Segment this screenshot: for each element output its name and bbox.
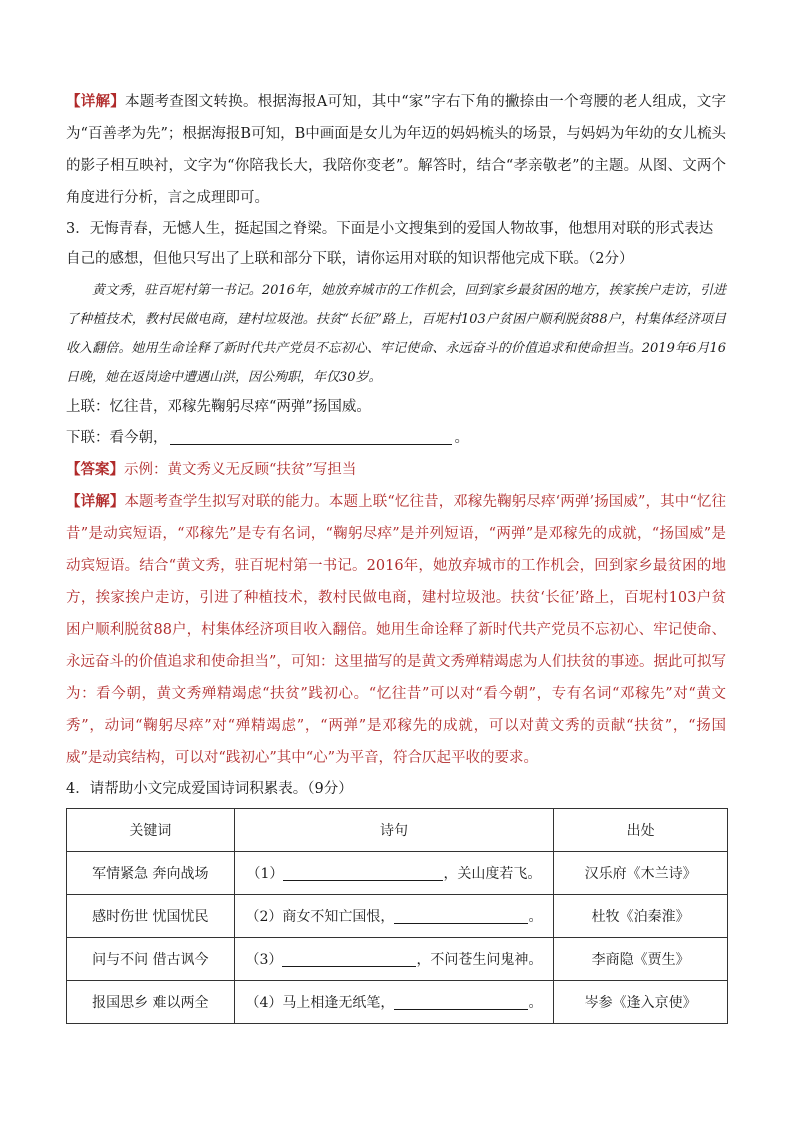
column-header-verse: 诗句 [234,809,554,852]
source-cell: 李商隐《贾生》 [554,938,728,981]
couplet-lower-line [66,423,726,454]
verse-cell [234,981,554,1024]
couplet-answer-blank[interactable] [170,426,452,445]
answer-tag: 【答案】 [66,461,124,478]
couplet-upper-line: 上联：忆往昔，邓稼先鞠躬尽瘁“两弹”扬国威。 [66,399,371,415]
column-header-source: 出处 [554,809,728,852]
verse-answer-blank[interactable] [394,907,528,924]
verse-prefix: （1） [246,866,284,882]
table-row [67,852,728,895]
verse-answer-blank[interactable] [283,864,443,881]
detail-text: 本题考查学生拟写对联的能力。本题上联“忆往昔，邓稼先鞠躬尽瘁‘两弹’扬国威”，其中“忆往昔”是动宾短语，“邓稼先”是专有名词，“鞠躬尽瘁”是并列短语，“两弹”是邓稼先的成就，“扬国威”是动宾短语。结合“黄文秀，驻百坭村第一书记。2016年，她放弃城市的工作机会，回到家乡最贫困的地方，挨家挨户走访，引进了种植技术，教村民做电商，建村垃圾池。扶贫‘长征’路上，百坭村103户贫困户顺利脱贫88户，村集体经济项目收入翻倍。她用生命诠释了新时代共产党员不忘初心、牢记使命、永远奋斗的价值追求和使命担当”，可知：这里描写的是黄文秀殚精竭虑为人们扶贫的事迹。据此可拟写为：看今朝，黄文秀殚精竭虑“扶贫”践初心。“忆往昔”可以对“看今朝”，专有名词“邓稼先”对“黄文秀”，动词“鞠躬尽瘁”对“殚精竭虑”，“两弹”是邓稼先的成就，可以对黄文秀的贡献“扶贫”，“扬国威”是动宾结构，可以对“践初心”其中“心”为平音，符合仄起平收的要求。 [66,494,726,766]
verse-suffix: 。 [528,909,543,925]
verse-prefix: （3） [245,952,283,968]
keyword-cell: 报国思乡 难以两全 [67,981,235,1024]
question-4-stem: 4．请帮助小文完成爱国诗词积累表。（9分） [66,781,353,797]
question-3-stem: 3．无悔青春，无憾人生，挺起国之脊梁。下面是小文搜集到的爱国人物故事，他想用对联的形式表达自己的感想，但他只写出了上联和部分下联，请你运用对联的知识帮他完成下联。（2分） [66,221,714,267]
detail-text: 本题考查图文转换。根据海报A可知，其中“家”字右下角的撇捺由一个弯腰的老人组成，文字为“百善孝为先”；根据海报B可知，B中画面是女儿为年迈的妈妈梳头的场景，与妈妈为年幼的女儿梳头的影子相互映衬，文字为“你陪我长大，我陪你变老”。解答时，结合“孝亲敬老”的主题。从图、文两个角度进行分析，言之成理即可。 [66,94,727,206]
table-row [67,895,728,938]
source-cell: 岑参《逢入京使》 [554,981,728,1024]
keyword-cell: 感时伤世 忧国忧民 [67,895,235,938]
table-row [67,981,728,1024]
verse-cell [234,895,554,938]
verse-cell [234,852,554,895]
verse-cell [234,938,554,981]
verse-suffix: 。 [528,995,543,1011]
detail-paragraph-q2 [66,86,726,214]
column-header-keyword: 关键词 [67,809,235,852]
couplet-lower-prefix: 下联：看今朝， [66,430,168,446]
source-cell: 杜牧《泊秦淮》 [554,895,728,938]
answer-text: 示例：黄文秀义无反顾“扶贫”写担当 [124,462,357,478]
answer-paragraph-q3 [66,454,726,486]
verse-prefix: （2）商女不知亡国恨， [245,909,395,925]
detail-tag: 【详解】 [66,493,125,510]
verse-answer-blank[interactable] [394,993,528,1010]
source-cell: 汉乐府《木兰诗》 [554,852,728,895]
keyword-cell: 军情紧急 奔向战场 [67,852,235,895]
page-content [66,86,726,1024]
couplet-lower-suffix: 。 [454,430,469,446]
table-header-row [67,809,728,852]
question-3-passage: 黄文秀，驻百坭村第一书记。2016年，她放弃城市的工作机会，回到家乡最贫困的地方，挨家挨户走访，引进了种植技术，教村民做电商，建村垃圾池。扶贫“长征”路上，百坭村103户贫困户顺利脱贫88户，村集体经济项目收入翻倍。她用生命诠释了新时代共产党员不忘初心、牢记使命、永远奋斗的价值追求和使命担当。2019年6月16日晚，她在返岗途中遭遇山洪，因公殉职，年仅30岁。 [66,283,726,385]
verse-prefix: （4）马上相逢无纸笔， [245,995,395,1011]
detail-paragraph-q3 [66,486,726,774]
verse-suffix: ，不问苍生问鬼神。 [416,952,543,968]
detail-tag: 【详解】 [66,93,125,110]
keyword-cell: 问与不问 借古讽今 [67,938,235,981]
poem-table [66,808,728,1024]
verse-answer-blank[interactable] [282,950,416,967]
table-row [67,938,728,981]
verse-suffix: ，关山度若飞。 [443,866,542,882]
